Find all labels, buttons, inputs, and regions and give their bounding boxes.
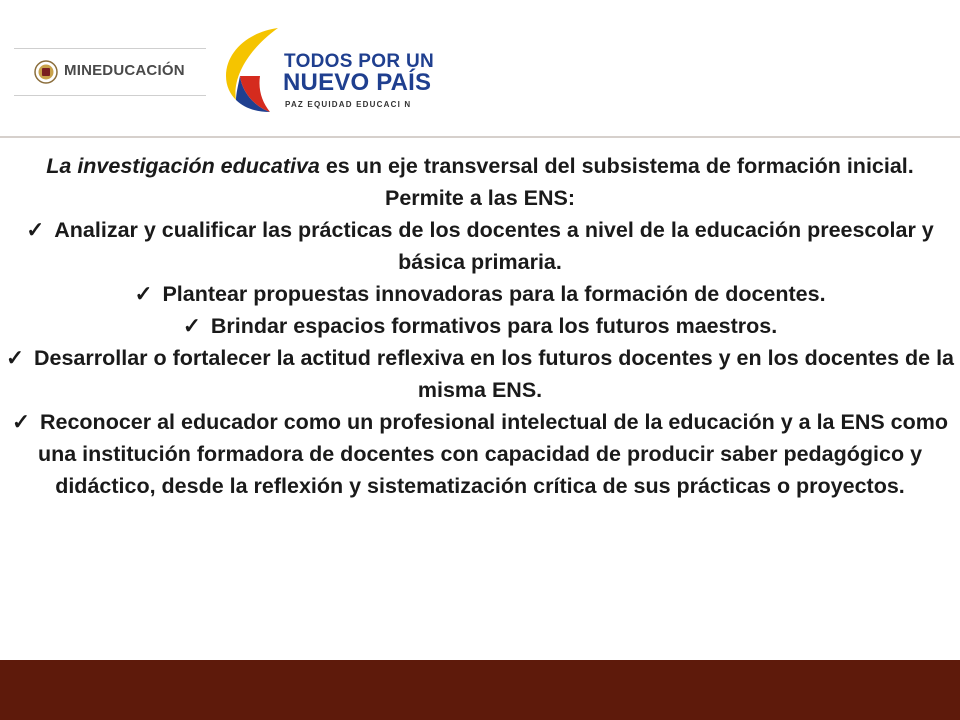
coat-of-arms-icon bbox=[34, 60, 58, 84]
permite-heading: Permite a las ENS: bbox=[384, 186, 575, 210]
slogan-line-2: NUEVO PAÍS bbox=[283, 69, 432, 96]
header-divider bbox=[0, 136, 960, 138]
mineducacion-logo-text: MINEDUCACIÓN bbox=[64, 62, 185, 79]
check-icon: ✓ bbox=[5, 346, 24, 370]
list-item-text: Desarrollar o fortalecer la actitud reflexiva en los futuros docentes y en los docentes de la misma ENS. bbox=[33, 346, 955, 402]
check-icon: ✓ bbox=[182, 314, 201, 338]
check-icon: ✓ bbox=[134, 282, 153, 306]
footer-bar bbox=[0, 660, 960, 720]
slogan-line-3: PAZ EQUIDAD EDUCACI N bbox=[285, 100, 412, 109]
list-item bbox=[0, 342, 960, 406]
list-item bbox=[0, 278, 960, 310]
list-item-text: Brindar espacios formativos para los futuros maestros. bbox=[210, 314, 778, 338]
bullet-list bbox=[0, 214, 960, 502]
mineducacion-logo bbox=[14, 48, 206, 96]
slide-header bbox=[0, 0, 960, 140]
list-item bbox=[0, 214, 960, 278]
intro-paragraph bbox=[0, 150, 960, 182]
list-item bbox=[0, 406, 960, 502]
list-item bbox=[0, 310, 960, 342]
check-icon: ✓ bbox=[11, 410, 30, 434]
todos-por-un-nuevo-pais-swoosh-icon bbox=[220, 26, 282, 114]
intro-rest: es un eje transversal del subsistema de formación inicial. bbox=[319, 154, 914, 178]
list-item-text: Analizar y cualificar las prácticas de los docentes a nivel de la educación preescolar y básica primaria. bbox=[54, 218, 934, 274]
intro-italic-phrase: La investigación educativa bbox=[46, 154, 320, 178]
list-item-text: Reconocer al educador como un profesional intelectual de la educación y a la ENS como una institución formadora de docentes con capacidad de producir saber pedagógico y didáctico, desde la reflexión y sistematización crítica de sus prácticas o proyectos. bbox=[37, 410, 949, 498]
check-icon: ✓ bbox=[26, 218, 45, 242]
list-item-text: Plantear propuestas innovadoras para la formación de docentes. bbox=[162, 282, 826, 306]
slide-body bbox=[0, 150, 960, 502]
slogan-line-1: TODOS POR UN bbox=[284, 51, 434, 72]
